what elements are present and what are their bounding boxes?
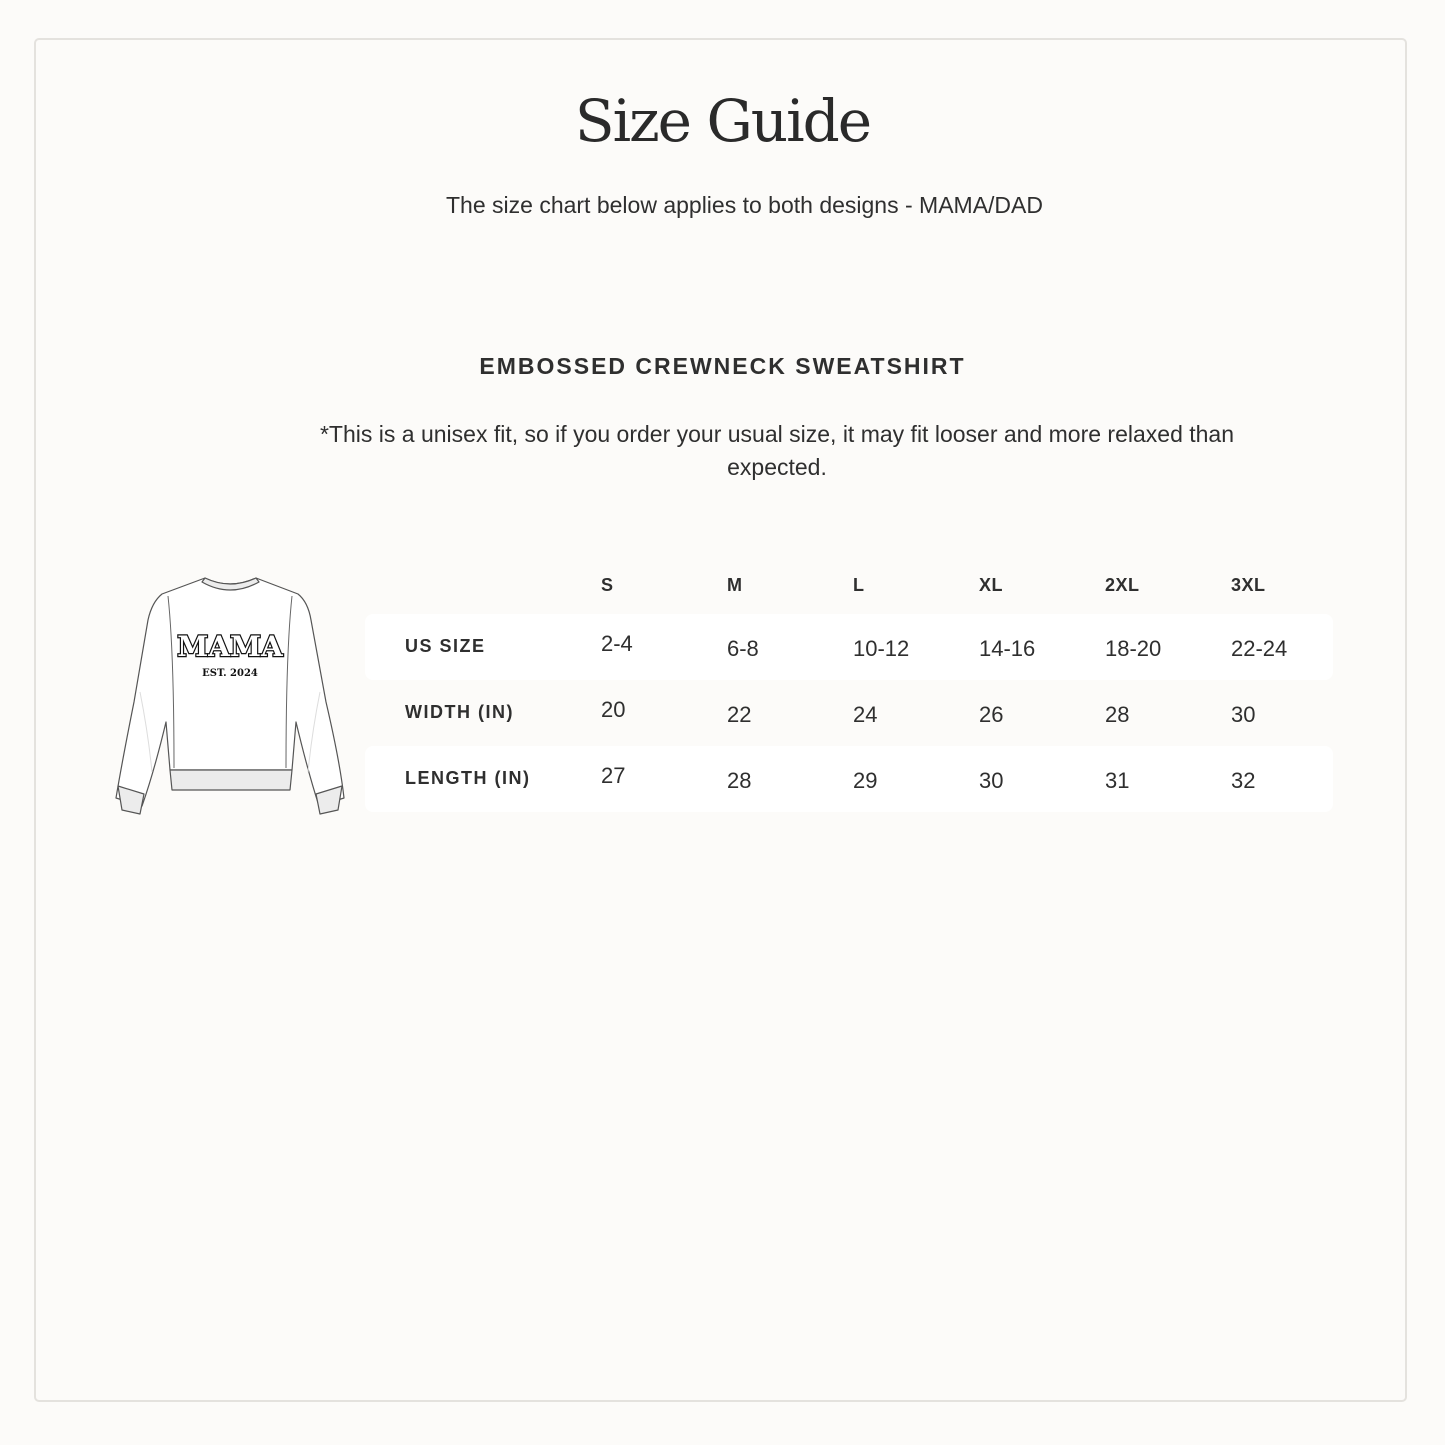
table-row-width	[365, 680, 1333, 746]
product-heading: EMBOSSED CREWNECK SWEATSHIRT	[479, 353, 966, 379]
table-cell: 28	[1105, 702, 1130, 727]
table-cell: 30	[979, 768, 1004, 793]
table-cell: 6-8	[727, 636, 759, 661]
sweatshirt-illustration	[108, 572, 352, 818]
column-header-s: S	[601, 575, 614, 595]
print-sub-text: EST. 2024	[202, 668, 258, 679]
column-header-3xl: 3XL	[1231, 575, 1266, 595]
table-cell: 24	[853, 702, 878, 727]
table-row-length	[365, 746, 1333, 812]
table-cell: 32	[1231, 768, 1256, 793]
row-label: US SIZE	[405, 636, 486, 656]
table-cell: 26	[979, 702, 1004, 727]
table-cell: 14-16	[979, 636, 1036, 661]
table-cell: 28	[727, 768, 752, 793]
table-cell: 18-20	[1105, 636, 1162, 661]
table-cell: 2-4	[601, 631, 633, 656]
table-cell: 31	[1105, 768, 1130, 793]
size-table	[365, 562, 1333, 812]
row-label: LENGTH (IN)	[405, 768, 531, 788]
print-main-text: MAMA	[177, 630, 283, 663]
table-cell: 30	[1231, 702, 1256, 727]
column-header-2xl: 2XL	[1105, 575, 1140, 595]
column-header-l: L	[853, 575, 865, 595]
size-table-header	[365, 562, 1333, 614]
column-header-m: M	[727, 575, 743, 595]
column-header-xl: XL	[979, 575, 1004, 595]
page-subtitle: The size chart below applies to both designs - MAMA/DAD	[446, 192, 1043, 218]
table-row-us-size	[365, 614, 1333, 680]
table-cell: 29	[853, 768, 878, 793]
page-title: Size Guide	[574, 87, 871, 155]
fit-note: *This is a unisex fit, so if you order your usual size, it may fit looser and more relaxed than expected.	[319, 421, 1235, 480]
row-label: WIDTH (IN)	[405, 702, 514, 722]
table-cell: 22	[727, 702, 752, 727]
table-cell: 22-24	[1231, 636, 1288, 661]
table-cell: 20	[601, 697, 626, 722]
sweatshirt-icon	[108, 572, 352, 818]
table-cell: 27	[601, 763, 626, 788]
table-cell: 10-12	[853, 636, 910, 661]
